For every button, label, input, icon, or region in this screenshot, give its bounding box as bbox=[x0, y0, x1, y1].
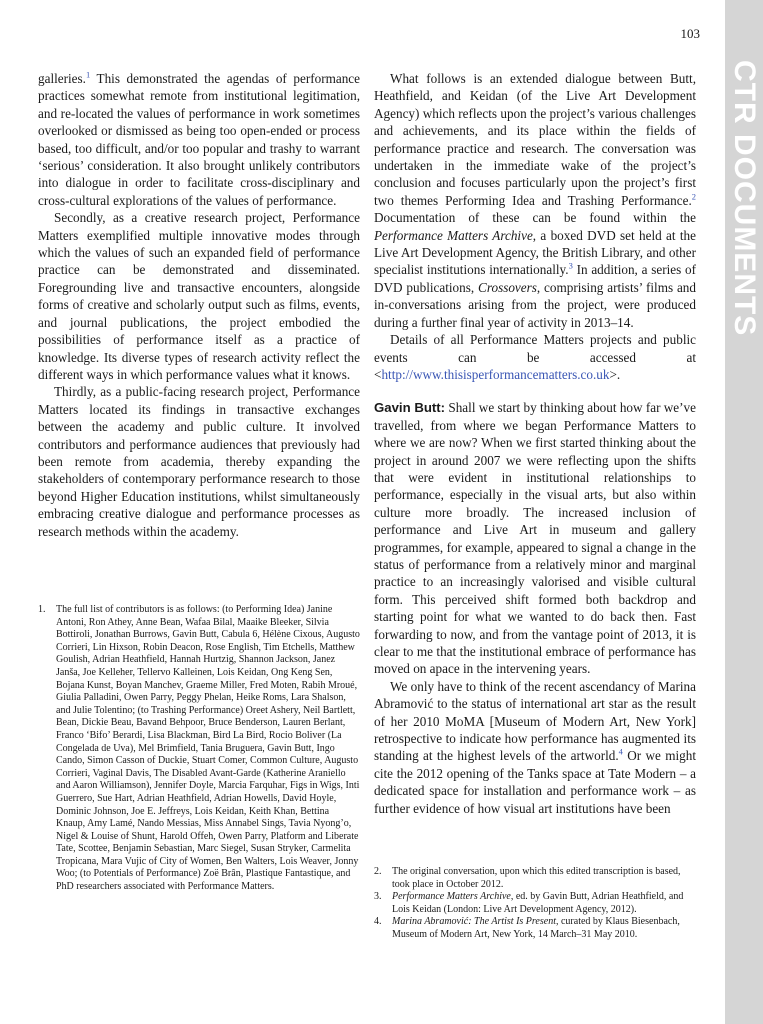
text-span: What follows is an extended dialogue between Butt, Heathfield, and Keidan (of the Live Art Development Agency) which reflects upon the project’s various challenges and achievements, and its place within the fields of performance practice and research. The conversation was undertaken in the immediate wake of the project’s conclusion and focuses particularly upon the project’s first two themes Performing Idea and Trashing Performance. bbox=[374, 71, 696, 208]
text-span: Details of all Performance Matters projects and public events can be accessed at < bbox=[374, 332, 696, 382]
footnote-2 bbox=[374, 866, 696, 891]
footnote-ref-4[interactable]: 4 bbox=[618, 747, 623, 758]
text-span: , comprising artists’ films and in-conversations arising from the project, were produced during a further final year of activity in 2013–14. bbox=[374, 279, 696, 330]
section-tab-label: CTR DOCUMENTS bbox=[728, 60, 761, 337]
paragraph bbox=[374, 399, 696, 678]
footnote-number: 3. bbox=[374, 891, 382, 903]
paragraph bbox=[38, 70, 360, 209]
text-span: Shall we start by thinking about how far we’ve travelled, from where we began Performance Matters to where we are now? When we first started thinking about the project in around 2007 we were reflecting upon the shifts that were evident in institutional relationships to performance, especially in the visual arts, but also within culture more broadly. The increased inclusion of performance and Live Art in museum and gallery programmes, for example, appeared to signal a change in the status of performance from a relatively minor and marginal practice to an increasingly valorised and visible cultural form. This perceived shift formed both backdrop and starting point for what we wanted to do back then. Fast forwarding to now, and from the vantage point of 2013, it is clear to me that the institutional embrace of performance has moved on apace in the intervening years. bbox=[374, 400, 696, 677]
footnote-number: 4. bbox=[374, 916, 382, 928]
italic-title: Marina Abramović: The Artist Is Present bbox=[392, 916, 556, 928]
spacer bbox=[374, 383, 696, 399]
paragraph bbox=[374, 331, 696, 383]
paragraph: Thirdly, as a public-facing research project, Performance Matters located its findings in transactive exchanges between the academy and public culture. It involved contributors and performance audiences that previously had been remote from academia, thereby expanding the stakeholders of contemporary performance research to those beyond Higher Education institutions, whilst simultaneously embracing creative dialogue and performance processes as research methods within the academy. bbox=[38, 384, 360, 539]
text-span: , a boxed DVD set held at the Live Art Development Agency, the British Library, and other specialist institutions internationally. bbox=[374, 227, 696, 278]
footnote-text: The original conversation, upon which this edited transcription is based, took place in October 2012. bbox=[392, 866, 681, 890]
text-span: >. bbox=[609, 366, 621, 382]
footnote-1 bbox=[38, 604, 360, 894]
section-tab bbox=[725, 0, 763, 1024]
footnotes-right bbox=[374, 866, 696, 942]
italic-title: Crossovers bbox=[478, 279, 537, 295]
footnote-3 bbox=[374, 891, 696, 916]
text-span: Documentation of these can be found within the bbox=[374, 210, 696, 226]
footnote-ref-3[interactable]: 3 bbox=[568, 261, 573, 272]
italic-title: Performance Matters Archive bbox=[392, 891, 511, 903]
footnote-4 bbox=[374, 916, 696, 941]
paragraph bbox=[374, 70, 696, 331]
page-number: 103 bbox=[680, 26, 700, 41]
footnote-number: 2. bbox=[374, 866, 382, 877]
footnote-text: , curated by Klaus Biesenbach, Museum of Modern Art, New York, 14 March–31 May 2010. bbox=[392, 916, 680, 940]
footnote-number: 1. bbox=[38, 604, 46, 615]
footnote-text: , ed. by Gavin Butt, Adrian Heathfield, and Lois Keidan (London: Live Art Development Agency, 2012). bbox=[392, 891, 684, 915]
text-span: In addition, a series of DVD publications, bbox=[374, 262, 696, 295]
italic-title: Performance Matters Archive bbox=[374, 227, 533, 243]
paragraph bbox=[374, 678, 696, 817]
speaker-name: Gavin Butt: bbox=[374, 400, 446, 416]
project-website-link[interactable]: http://www.thisisperformancematters.co.uk bbox=[381, 366, 610, 382]
right-column bbox=[374, 70, 696, 817]
footnote-ref-1[interactable]: 1 bbox=[85, 69, 91, 80]
footnote-ref-2[interactable]: 2 bbox=[691, 191, 696, 202]
paragraph: Secondly, as a creative research project, Performance Matters exemplified multiple innovative modes through which the values of such an expanded field of performance practice can be demonstrated and disseminated. Foregrounding live and transactive encounters, alongside forms of creative and scholarly output such as films, events, and journal publications, the project embodied the possibilities of performance itself as a practice of knowledge. Its diverse types of research activity reflect the different ways in which performance values what it knows. bbox=[38, 210, 360, 382]
text-span: This demonstrated the agendas of performance practices somewhat remote from institutional legitimation, and re-located the values of performance in work sometimes overlooked or dismissed as being too open-ended or process based, too difficult, and/or too popular and trashy to warrant ‘serious’ consideration. It also brought unlikely contributors into dialogue in order to facilitate cross-disciplinary and cross-cultural explorations of the values of performance. bbox=[38, 71, 360, 208]
text-span: Or we might cite the 2012 opening of the Tanks space at Tate Modern – a dedicated space for installation and performance work – as further evidence of how visual art institutions have been bbox=[374, 748, 696, 816]
footnotes-left bbox=[38, 604, 360, 894]
text-span: galleries. bbox=[38, 71, 86, 86]
text-span: We only have to think of the recent ascendancy of Marina Abramović to the status of international art star as the result of her 2010 MoMA [Museum of Modern Art, New York] retrospective to indicate how performance has augmented its standing at the highest levels of the artworld. bbox=[374, 678, 696, 764]
left-column bbox=[38, 70, 360, 540]
footnote-text: The full list of contributors is as follows: (to Performing Idea) Janine Antoni, Ron Athey, Anne Bean, Wafaa Bilal, Maaike Bleeker, Silvia Bottiroli, Jonathan Burrows, Gavin Butt, Cabula 6, Hélène Cixous, Augusto Corrieri, Lin Hixson, Robin Deacon, Rose English, Tim Etchells, Matthew Goulish, Adrian Heathfield, Hannah Hurtzig, Shannon Jackson, Janez Janša, Joe Kelleher, Tellervo Kalleinen, Lois Keidan, Ong Keng Sen, Bojana Kunst, Boyan Manchev, Graeme Miller, Fred Moten, Rabih Mroué, Giulia Palladini, Owen Parry, Peggy Phelan, Heike Roms, Lara Shalson, and Julie Tolentino; (to Trashing Performance) Oreet Ashery, Neil Bartlett, Bean, Dickie Beau, Bavand Behpoor, Bruce Benderson, Lauren Berlant, Franco ‘Bifo’ Berardi, Lisa Blackman, Bird La Bird, Rocio Boliver (La Congelada de Uva), Mel Brimfield, Tania Bruguera, Gavin Butt, Ingo Cando, Simon Casson of Duckie, Stuart Comer, Common Culture, Augusto Corrieri, Vaginal Davis, The Disabled Avant-Garde (Katherine Araniello and Aaron Williamson), Jennifer Doyle, Marcia Farquhar, Figs in Wigs, Inti Guerrero, Sue Hart, Adrian Heathfield, Adrian Howells, David Hoyle, Dominic Johnson, Joe E. Jeffreys, Lois Keidan, Keith Khan, Bettina Knaup, Amy Lamé, Nando Messias, Miss Annabel Sings, Tavia Nyong’o, Nigel & Louise of Shunt, Harold Offeh, Owen Parry, Platform and Liberate Tate, Scottee, Benjamin Sebastian, Marc Siegel, Susan Stryker, Carmelita Tropicana, Mara Vujic of City of Women, Ben Walters, Lois Weaver, Jonny Woo; (to Potentials of Performance) Zoë Brân, Plastique Fantastique, and PhD researchers associated with Performance Matters. bbox=[56, 604, 360, 893]
